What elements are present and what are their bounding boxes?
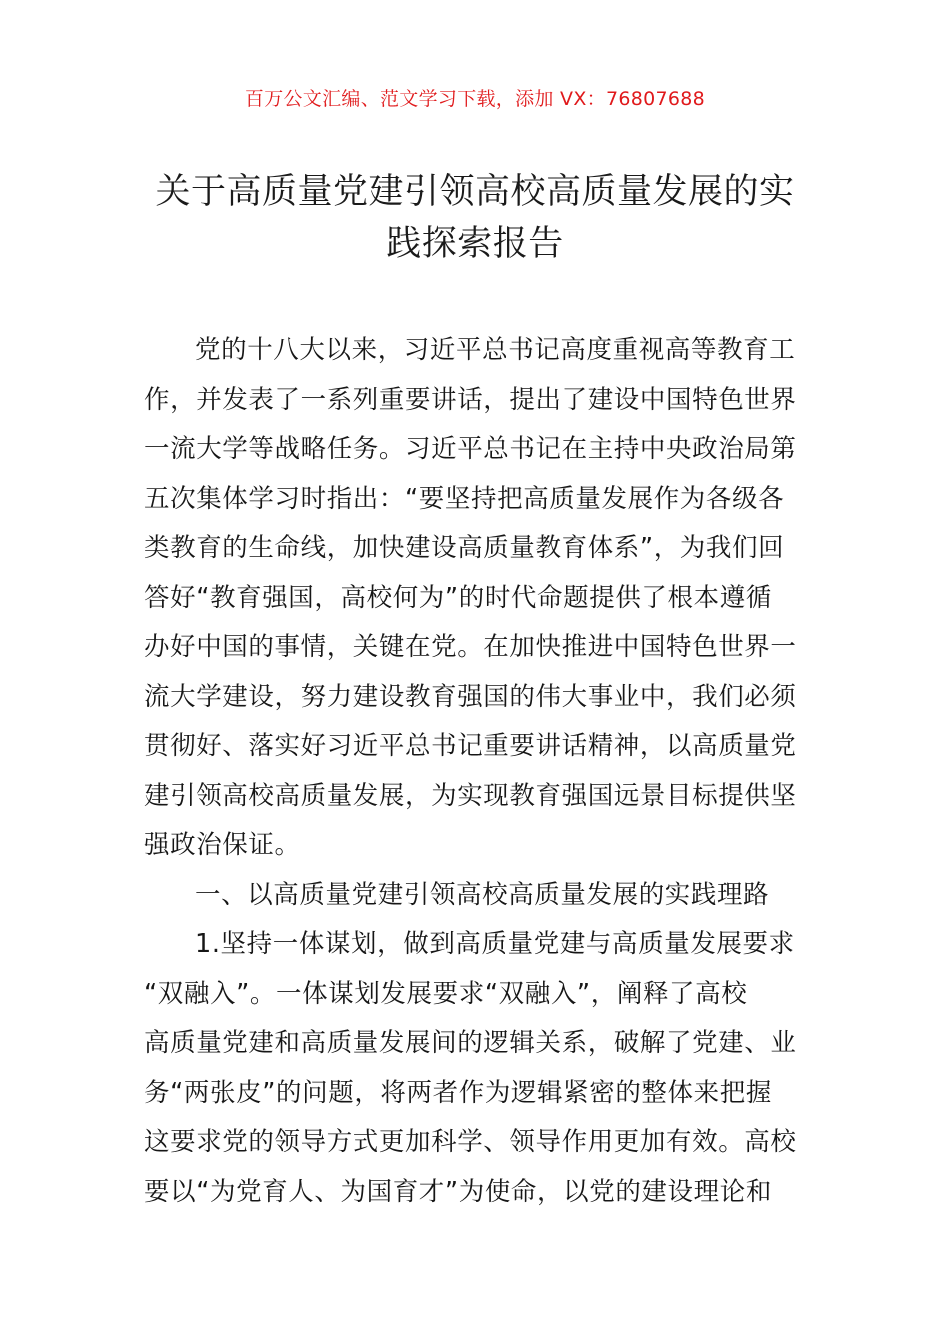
paragraph-line: 答好“教育强国，高校何为”的时代命题提供了根本遵循 bbox=[144, 582, 772, 613]
document-title bbox=[140, 166, 810, 270]
paragraph-line: 党的十八大以来，习近平总书记高度重视高等教育工 bbox=[195, 335, 796, 365]
paragraph-line: “双融入”。一体谋划发展要求“双融入”，阐释了高校 bbox=[144, 978, 748, 1009]
paragraph-line: 强政治保证。 bbox=[144, 830, 301, 860]
title-line-1: 关于高质量党建引领高校高质量发展的实 bbox=[155, 172, 795, 212]
paragraph-line: 流大学建设，努力建设教育强国的伟大事业中，我们必须 bbox=[144, 681, 797, 712]
paragraph-line: 五次集体学习时指出：“要坚持把高质量发展作为各级各 bbox=[144, 483, 785, 514]
subsection-line: 1.坚持一体谋划，做到高质量党建与高质量发展要求 bbox=[195, 929, 795, 959]
header-watermark-note: 百万公文汇编、范文学习下载，添加 VX：76807688 bbox=[244, 88, 706, 110]
paragraph-line: 建引领高校高质量发展，为实现教育强国远景目标提供坚 bbox=[144, 780, 797, 811]
paragraph-line: 类教育的生命线，加快建设高质量教育体系”，为我们回 bbox=[144, 533, 785, 563]
paragraph-line: 高质量党建和高质量发展间的逻辑关系，破解了党建、业 bbox=[144, 1028, 797, 1058]
section-heading: 一、以高质量党建引领高校高质量发展的实践理路 bbox=[195, 879, 770, 910]
paragraph-line: 务“两张皮”的问题，将两者作为逻辑紧密的整体来把握 bbox=[144, 1077, 772, 1108]
paragraph-line: 要以“为党育人、为国育才”为使命，以党的建设理论和 bbox=[144, 1176, 772, 1207]
paragraph-line: 这要求党的领导方式更加科学、领导作用更加有效。高校 bbox=[144, 1127, 797, 1157]
title-line-2: 践探索报告 bbox=[386, 224, 564, 264]
paragraph-line: 办好中国的事情，关键在党。在加快推进中国特色世界一 bbox=[144, 632, 797, 662]
document-body bbox=[144, 326, 808, 1217]
paragraph-line: 一流大学等战略任务。习近平总书记在主持中央政治局第 bbox=[144, 434, 797, 464]
paragraph-line: 作，并发表了一系列重要讲话，提出了建设中国特色世界 bbox=[144, 384, 797, 415]
paragraph-line: 贯彻好、落实好习近平总书记重要讲话精神，以高质量党 bbox=[144, 731, 797, 761]
